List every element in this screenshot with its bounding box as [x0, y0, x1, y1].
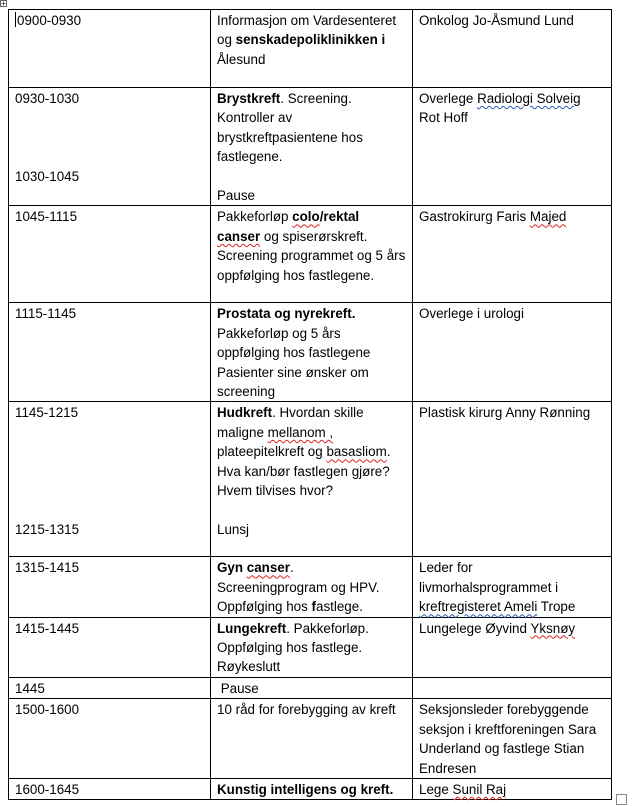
speaker-cell[interactable]: Leder for livmorhalsprogrammet i kreftregisteret Ameli Trope	[413, 557, 612, 617]
program-table	[8, 9, 612, 800]
table-row	[9, 778, 612, 799]
speaker-cell[interactable]	[413, 677, 612, 698]
speaker-cell[interactable]: Lungelege Øyvind Yksnøy	[413, 617, 612, 677]
time-cell[interactable]: 1415-1445	[9, 617, 211, 677]
time-cell[interactable]: 1315-1415	[9, 557, 211, 617]
topic-cell[interactable]: Informasjon om Vardesenteret og senskadepoliklinikken i Ålesund	[211, 10, 413, 88]
speaker-cell[interactable]: Onkolog Jo-Åsmund Lund	[413, 10, 612, 88]
time-cell[interactable]: 1600-1645	[9, 778, 211, 799]
speaker-cell[interactable]: Lege Sunil Raj	[413, 778, 612, 799]
topic-cell[interactable]: Pause	[211, 677, 413, 698]
time-cell[interactable]: 0930-1030 1030-1045	[9, 88, 211, 206]
topic-cell[interactable]: Pakkeforløp colo/rektal canser og spiserørskreft. Screening programmet og 5 års oppfølging hos fastlegene.	[211, 206, 413, 303]
speaker-cell[interactable]: Overlege Radiologi Solveig Rot Hoff	[413, 88, 612, 206]
topic-cell[interactable]: Gyn canser. Screeningprogram og HPV. Oppfølging hos fastlege.	[211, 557, 413, 617]
topic-cell[interactable]: Hudkreft. Hvordan skille maligne mellanom , plateepitelkreft og basasliom. Hva kan/bør fastlegen gjøre? Hvem tilvises hvor? Lunsj	[211, 402, 413, 557]
topic-cell[interactable]: Prostata og nyrekreft. Pakkeforløp og 5 års oppfølging hos fastlegene Pasienter sine ønsker om screening	[211, 303, 413, 402]
table-row	[9, 557, 612, 617]
table-row	[9, 206, 612, 303]
table-row	[9, 88, 612, 206]
time-cell[interactable]: 1115-1145	[9, 303, 211, 402]
time-cell[interactable]: 1145-1215 1215-1315	[9, 402, 211, 557]
table-row	[9, 10, 612, 88]
table-row	[9, 699, 612, 779]
text-cursor	[15, 12, 16, 27]
time-cell[interactable]: 0900-0930	[9, 10, 211, 88]
speaker-cell[interactable]: Overlege i urologi	[413, 303, 612, 402]
time-cell[interactable]: 1045-1115	[9, 206, 211, 303]
time-cell[interactable]: 1445	[9, 677, 211, 698]
table-row	[9, 617, 612, 677]
topic-cell[interactable]: Kunstig intelligens og kreft.	[211, 778, 413, 799]
table-resize-handle-icon[interactable]	[616, 794, 627, 805]
table-row	[9, 677, 612, 698]
topic-cell[interactable]: Brystkreft. Screening. Kontroller av brystkreftpasientene hos fastlegene. Pause	[211, 88, 413, 206]
table-row	[9, 303, 612, 402]
time-cell[interactable]: 1500-1600	[9, 699, 211, 779]
topic-cell[interactable]: Lungekreft. Pakkeforløp. Oppfølging hos fastlege. Røykeslutt	[211, 617, 413, 677]
topic-cell[interactable]: 10 råd for forebygging av kreft	[211, 699, 413, 779]
speaker-cell[interactable]: Seksjonsleder forebyggende seksjon i kreftforeningen Sara Underland og fastlege Stian Endresen	[413, 699, 612, 779]
table-row	[9, 402, 612, 557]
table-move-handle-icon[interactable]	[0, 0, 7, 7]
speaker-cell[interactable]: Plastisk kirurg Anny Rønning	[413, 402, 612, 557]
speaker-cell[interactable]: Gastrokirurg Faris Majed	[413, 206, 612, 303]
